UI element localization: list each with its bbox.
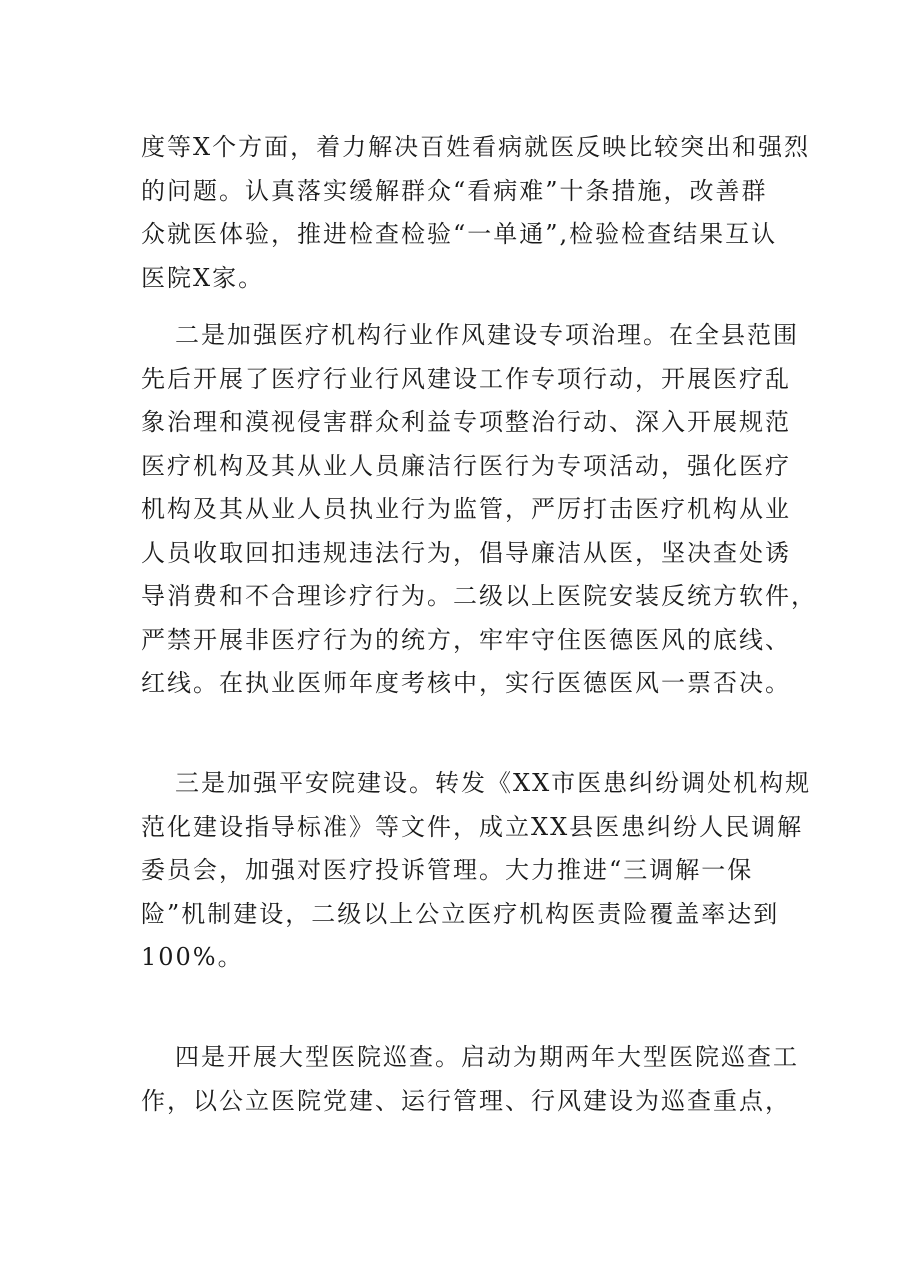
text-line: 委员会，加强对医疗投诉管理。大力推进“三调解一保 (141, 856, 754, 884)
paragraph-two (141, 314, 817, 706)
paragraph-four (141, 1036, 799, 1123)
text-line: 人员收取回扣违规违法行为，倡导廉洁从医，坚决查处诱 (141, 538, 791, 567)
text-line: 100%。 (141, 943, 244, 971)
text-line: 医院X家。 (141, 263, 265, 292)
text-line: 险”机制建设，二级以上公立医疗机构医责险覆盖率达到 (141, 899, 780, 928)
text-line: 三是加强平安院建设。转发《XX市医患纠纷调处机构规 (175, 769, 812, 797)
text-line: 众就医体验，推进检查检验“一单通”,检验检查结果互认 (141, 220, 778, 248)
text-line: 度等X个方面，着力解决百姓看病就医反映比较突出和强烈 (141, 133, 811, 161)
text-line: 红线。在执业医师年度考核中，实行医德医风一票否决。 (141, 669, 791, 697)
text-line: 范化建设指导标准》等文件，成立XX县医患纠纷人民调解 (141, 812, 804, 841)
text-line: 先后开展了医疗行业行风建设工作专项行动，开展医疗乱 (141, 364, 791, 393)
paragraph-continuation (141, 126, 811, 300)
text-line: 的问题。认真落实缓解群众“看病难”十条措施，改善群 (141, 176, 768, 205)
text-line: 二是加强医疗机构行业作风建设专项治理。在全县范围 (175, 321, 799, 349)
text-line: 导消费和不合理诊疗行为。二级以上医院安装反统方软件， (141, 582, 817, 610)
text-line: 作，以公立医院党建、运行管理、行风建设为巡查重点， (141, 1086, 791, 1115)
text-line: 象治理和漠视侵害群众利益专项整治行动、深入开展规范 (141, 408, 791, 436)
text-line: 四是开展大型医院巡查。启动为期两年大型医院巡查工 (175, 1043, 799, 1071)
text-line: 严禁开展非医疗行为的统方，牢牢守住医德医风的底线、 (141, 625, 791, 654)
paragraph-three (141, 762, 812, 980)
text-line: 医疗机构及其从业人员廉洁行医行为专项活动，强化医疗 (141, 451, 791, 480)
text-line: 机构及其从业人员执业行为监管，严厉打击医疗机构从业 (141, 495, 791, 523)
